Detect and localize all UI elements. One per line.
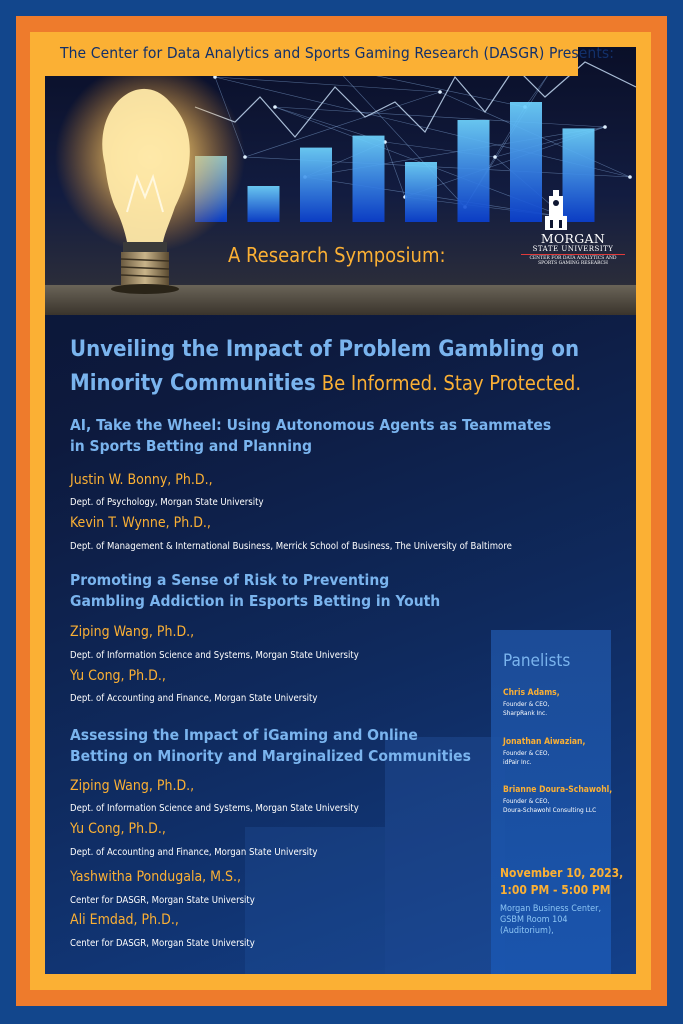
main-title-line2 [70,371,581,396]
talk-title [70,725,471,767]
speaker-dept: Dept. of Management & International Business, Merrick School of Business, The University of Baltimore [70,541,512,552]
lightbulb-icon [55,62,245,294]
speaker-dept: Center for DASGR, Morgan State University [70,938,255,949]
symposium-label: A Research Symposium: [228,243,446,267]
morgan-state-logo [521,187,625,266]
decorative-block [385,737,505,974]
panelist-name: Jonathan Aiwazian, [503,737,586,747]
panelist-name: Brianne Doura-Schawohl, [503,785,613,795]
talk-title-line: AI, Take the Wheel: Using Autonomous Agents as Teammates [70,416,552,434]
main-title-text: Minority Communities [70,371,316,396]
panelist-role: Founder & CEO, [503,700,550,708]
event-time: 1:00 PM - 5:00 PM [500,883,611,897]
network-line [385,142,405,197]
speaker-name: Kevin T. Wynne, Ph.D., [70,515,211,531]
hero-bar [405,162,437,222]
talk-title-line: Promoting a Sense of Risk to Preventing [70,571,390,589]
tagline: Be Informed. Stay Protected. [321,371,582,395]
panelist-role: Founder & CEO, [503,797,550,805]
talk-title-line: Assessing the Impact of iGaming and Online [70,726,418,744]
hero-bar [300,148,332,222]
hero-image [45,47,636,315]
venue-line: GSBM Room 104 [500,915,568,925]
network-node [438,90,442,94]
venue-line: Morgan Business Center, [500,904,602,914]
network-node [493,155,497,159]
presenter-line: The Center for Data Analytics and Sports Gaming Research (DASGR) Presents: [60,44,615,62]
event-venue [500,904,601,937]
speaker-name: Yu Cong, Ph.D., [70,821,166,837]
speaker-name: Ziping Wang, Ph.D., [70,624,195,640]
poster [45,47,636,974]
logo-center: CENTER FOR DATA ANALYTICS AND SPORTS GAMING RESEARCH [529,256,617,266]
speaker-name: Ziping Wang, Ph.D., [70,778,195,794]
logo-university: STATE UNIVERSITY [521,245,625,255]
speaker-name: Yu Cong, Ph.D., [70,668,166,684]
event-date: November 10, 2023, [500,866,624,880]
talk-title-line: in Sports Betting and Planning [70,437,312,455]
main-title-line1: Unveiling the Impact of Problem Gambling on [70,337,580,362]
speaker-dept: Dept. of Psychology, Morgan State University [70,497,264,508]
hero-bar [248,186,280,222]
panelist-company: Doura-Schawohl Consulting LLC [503,806,597,814]
panelist-role: Founder & CEO, [503,749,550,757]
network-line [275,107,605,127]
talk-title-line: Betting on Minority and Marginalized Communities [70,747,471,765]
network-line [215,77,440,92]
hero-bar [353,136,385,222]
speaker-dept: Dept. of Accounting and Finance, Morgan State University [70,847,318,858]
speaker-dept: Dept. of Information Science and Systems, Morgan State University [70,803,359,814]
network-line [305,127,605,177]
speaker-name: Ali Emdad, Ph.D., [70,912,179,928]
panelist-company: SharpRank Inc. [503,709,548,717]
talk-title-line: Gambling Addiction in Esports Betting in Youth [70,592,441,610]
speaker-name: Yashwitha Pondugala, M.S., [70,869,242,885]
network-node [273,105,277,109]
talk-title [70,570,440,612]
panelist-company: idPair Inc. [503,758,532,766]
hero-illustration [45,47,636,315]
venue-line: (Auditorium), [500,926,554,936]
panelist-name: Chris Adams, [503,688,560,698]
network-node [628,175,632,179]
speaker-name: Justin W. Bonny, Ph.D., [70,472,213,488]
panelists-title: Panelists [503,651,571,671]
talk-title [70,415,551,457]
speaker-dept: Dept. of Accounting and Finance, Morgan State University [70,693,318,704]
network-node [603,125,607,129]
hero-bar [458,120,490,222]
speaker-dept: Dept. of Information Science and Systems, Morgan State University [70,650,359,661]
speaker-dept: Center for DASGR, Morgan State University [70,895,255,906]
network-line [245,92,440,157]
event-datetime [500,865,623,899]
logo-name: MORGAN [540,231,606,246]
